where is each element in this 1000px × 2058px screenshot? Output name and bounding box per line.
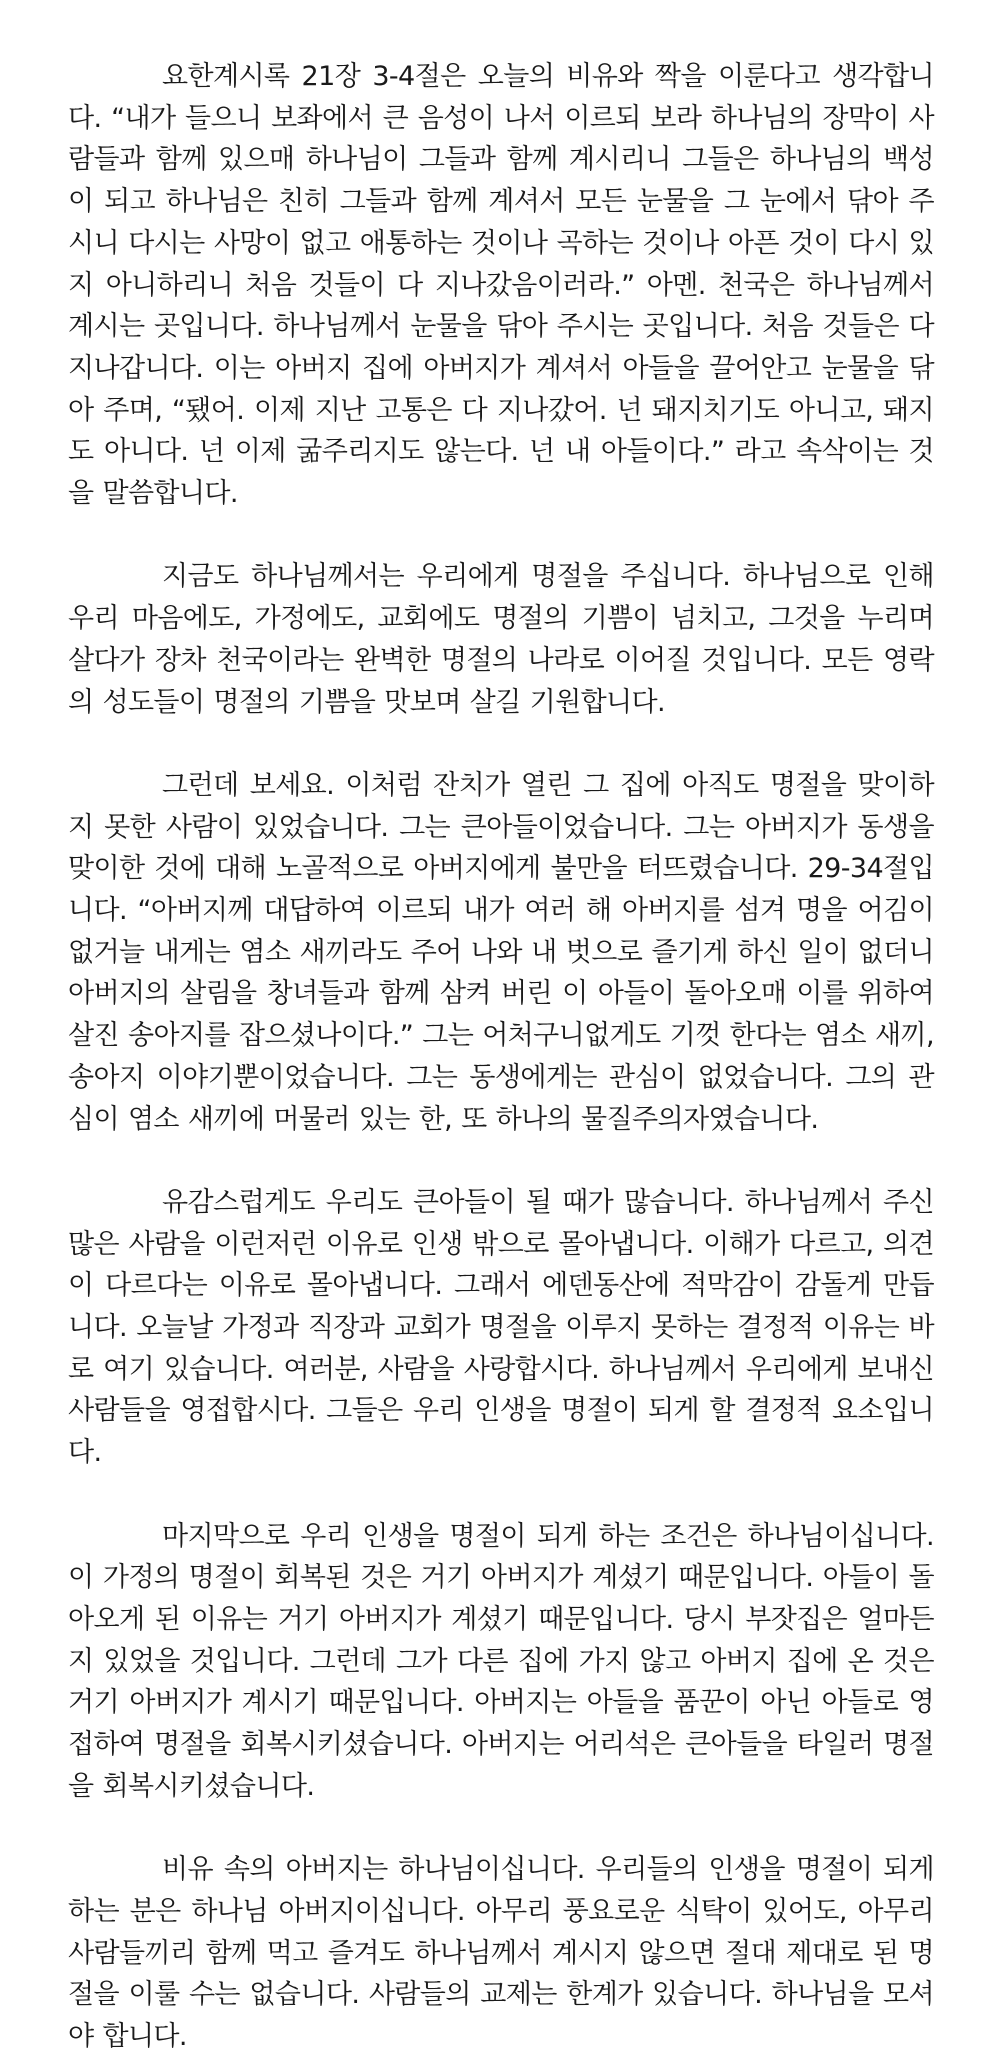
- paragraph-6: 비유 속의 아버지는 하나님이십니다. 우리들의 인생을 명절이 되게 하는 분은 하나님 아버지이십니다. 아무리 풍요로운 식탁이 있어도, 아무리 사람들끼리 함께 먹고 즐겨도 하나님께서 계시지 않으면 절대 제대로 된 명절을 이룰 수는 없습니다. 사람들의 교제는 한계가 있습니다. 하나님을 모셔야 합니다.: [68, 1854, 934, 2052]
- paragraph-4: 유감스럽게도 우리도 큰아들이 될 때가 많습니다. 하나님께서 주신 많은 사람을 이런저런 이유로 인생 밖으로 몰아냅니다. 이해가 다르고, 의견이 다르다는 이유로 몰아냅니다. 그래서 에덴동산에 적막감이 감돌게 만듭니다. 오늘날 가정과 직장과 교회가 명절을 이루지 못하는 결정적 이유는 바로 여기 있습니다. 여러분, 사람을 사랑합시다. 하나님께서 우리에게 보내신 사람들을 영접합시다. 그들은 우리 인생을 명절이 되게 할 결정적 요소입니다.: [68, 1186, 934, 1469]
- document-body: [68, 56, 934, 2058]
- paragraph-5: 마지막으로 우리 인생을 명절이 되게 하는 조건은 하나님이십니다. 이 가정의 명절이 회복된 것은 거기 아버지가 계셨기 때문입니다. 아들이 돌아오게 된 이유는 거기 아버지가 계셨기 때문입니다. 당시 부잣집은 얼마든지 있었을 것입니다. 그런데 그가 다른 집에 가지 않고 아버지 집에 온 것은 거기 아버지가 계시기 때문입니다. 아버지는 아들을 품꾼이 아닌 아들로 영접하여 명절을 회복시키셨습니다. 아버지는 어리석은 큰아들을 타일러 명절을 회복시키셨습니다.: [68, 1520, 934, 1802]
- paragraph-2: 지금도 하나님께서는 우리에게 명절을 주십니다. 하나님으로 인해 우리 마음에도, 가정에도, 교회에도 명절의 기쁨이 넘치고, 그것을 누리며 살다가 장차 천국이라는 완벽한 명절의 나라로 이어질 것입니다. 모든 영락의 성도들이 명절의 기쁨을 맛보며 살길 기원합니다.: [68, 561, 934, 718]
- paragraph-1: 요한계시록 21장 3-4절은 오늘의 비유와 짝을 이룬다고 생각합니다. “내가 들으니 보좌에서 큰 음성이 나서 이르되 보라 하나님의 장막이 사람들과 함께 있으매 하나님이 그들과 함께 계시리니 그들은 하나님의 백성이 되고 하나님은 친히 그들과 함께 계셔서 모든 눈물을 그 눈에서 닦아 주시니 다시는 사망이 없고 애통하는 것이나 곡하는 것이나 아픈 것이 다시 있지 아니하리니 처음 것들이 다 지나갔음이러라.” 아멘. 천국은 하나님께서 계시는 곳입니다. 하나님께서 눈물을 닦아 주시는 곳입니다. 처음 것들은 다 지나갑니다. 이는 아버지 집에 아버지가 계셔서 아들을 끌어안고 눈물을 닦아 주며, “됐어. 이제 지난 고통은 다 지나갔어. 넌 돼지치기도 아니고, 돼지도 아니다. 넌 이제 굶주리지도 않는다. 넌 내 아들이다.” 라고 속삭이는 것을 말씀합니다.: [68, 61, 934, 510]
- paragraph-3: 그런데 보세요. 이처럼 잔치가 열린 그 집에 아직도 명절을 맞이하지 못한 사람이 있었습니다. 그는 큰아들이었습니다. 그는 아버지가 동생을 맞이한 것에 대해 노골적으로 아버지에게 불만을 터뜨렸습니다. 29-34절입니다. “아버지께 대답하여 이르되 내가 여러 해 아버지를 섬겨 명을 어김이 없거늘 내게는 염소 새끼라도 주어 나와 내 벗으로 즐기게 하신 일이 없더니 아버지의 살림을 창녀들과 함께 삼켜 버린 이 아들이 돌아오매 이를 위하여 살진 송아지를 잡으셨나이다.” 그는 어처구니없게도 기껏 한다는 염소 새끼, 송아지 이야기뿐이었습니다. 그는 동생에게는 관심이 없었습니다. 그의 관심이 염소 새끼에 머물러 있는 한, 또 하나의 물질주의자였습니다.: [68, 769, 934, 1135]
